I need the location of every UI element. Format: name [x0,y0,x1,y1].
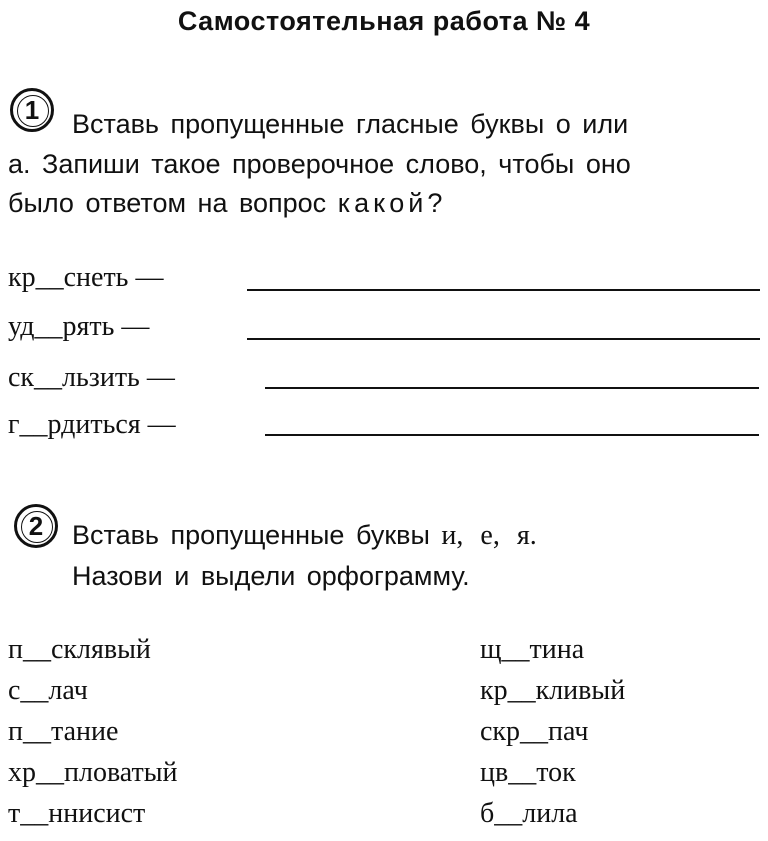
task-1-word-4: г__рдиться — [8,409,176,440]
task-2-right-word-1: щ__тина [480,634,585,665]
task-2-instruction-line-1 [72,514,537,557]
task-2-right-word-5: б__лила [480,798,578,829]
task-1-answer-line-4[interactable] [265,434,759,436]
page-title: Самостоятельная работа № 4 [177,6,591,36]
task-2-instruction-text: Вставь пропущенные буквы [72,520,430,550]
task-1-answer-line-3[interactable] [265,387,759,389]
task-2-right-word-3: скр__пач [480,716,589,747]
task-1-number-badge: 1 [10,88,54,132]
task-1-instruction-line-2: а. Запиши такое проверочное слово, чтобы оно [8,149,631,179]
task-2-left-word-2: с__лач [8,675,88,706]
task-2-left-word-4: хр__пловатый [8,757,178,788]
task-2-number-badge: 2 [14,504,58,548]
task-2-instruction-line-2: Назови и выдели орфограмму. [72,561,470,591]
task-1-answer-line-1[interactable] [247,289,760,291]
task-1-instruction-line-1: Вставь пропущенные гласные буквы о или [72,109,629,139]
task-1-question-mark: ? [427,188,443,218]
task-1-question-prefix: было ответом на вопрос [8,188,327,218]
task-1-word-2: уд__рять — [8,311,150,342]
task-2-right-word-2: кр__кливый [480,675,626,706]
task-1-question-word: какой [337,188,428,218]
task-1-word-1: кр__снеть — [8,262,164,293]
task-2-left-word-3: п__тание [8,716,119,747]
task-2-right-word-4: цв__ток [480,757,576,788]
task-2-left-word-1: п__склявый [8,634,151,665]
task-2-left-word-5: т__ннисист [8,798,146,829]
task-1-instruction-line-3 [8,182,442,224]
task-1-answer-line-2[interactable] [247,338,760,340]
task-2-letters: и, е, я. [441,520,537,551]
task-1-word-3: ск__льзить — [8,362,175,393]
